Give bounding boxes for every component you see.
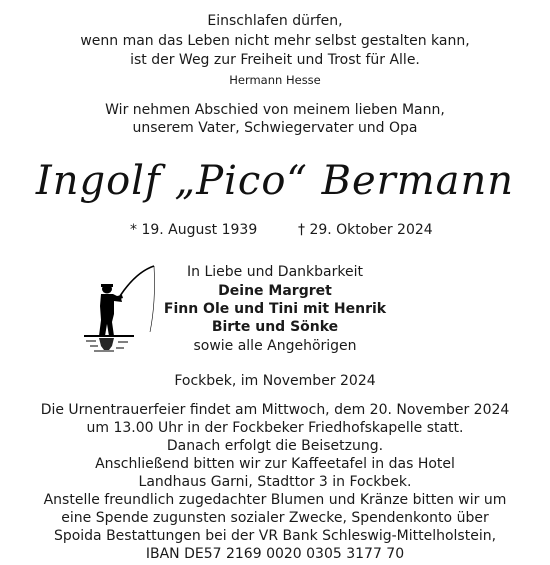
mourners-intro: In Liebe und Dankbarkeit <box>187 264 363 280</box>
mourner-name: Finn Ole und Tini mit Henrik <box>163 301 387 317</box>
details-line: eine Spende zugunsten sozialer Zwecke, Spendenkonto über <box>61 510 489 526</box>
farewell-line-2: unserem Vater, Schwiegervater und Opa <box>132 120 418 136</box>
details-line: Danach erfolgt die Beisetzung. <box>166 438 384 454</box>
details-line: Landhaus Garni, Stadttor 3 in Fockbek. <box>138 474 412 490</box>
poem-line-3: ist der Weg zur Freiheit und Trost für Alle. <box>130 52 420 68</box>
iban-line: IBAN DE57 2169 0020 0305 3177 70 <box>145 546 405 562</box>
mourners-outro: sowie alle Angehörigen <box>193 338 357 354</box>
place-date: Fockbek, im November 2024 <box>174 373 376 389</box>
birth-date: * 19. August 1939 <box>130 222 258 238</box>
farewell-line-1: Wir nehmen Abschied von meinem lieben Mann, <box>105 102 445 118</box>
details-line: Anstelle freundlich zugedachter Blumen und Kränze bitten wir um <box>43 492 507 508</box>
death-date: † 29. Oktober 2024 <box>298 222 433 238</box>
mourner-name: Birte und Sönke <box>211 319 339 335</box>
details-line: Anschließend bitten wir zur Kaffeetafel in das Hotel <box>95 456 455 472</box>
details-line: um 13.00 Uhr in der Fockbeker Friedhofskapelle statt. <box>86 420 464 436</box>
poem-line-1: Einschlafen dürfen, <box>207 13 343 29</box>
mourner-name: Deine Margret <box>218 283 332 299</box>
details-line: Die Urnentrauerfeier findet am Mittwoch, dem 20. November 2024 <box>40 402 510 418</box>
poem-line-2: wenn man das Leben nicht mehr selbst gestalten kann, <box>80 33 470 49</box>
deceased-name: Ingolf „Pico“ Bermann <box>35 158 515 204</box>
poem-author: Hermann Hesse <box>229 73 321 87</box>
details-line: Spoida Bestattungen bei der VR Bank Schleswig-Mittelholstein, <box>53 528 497 544</box>
